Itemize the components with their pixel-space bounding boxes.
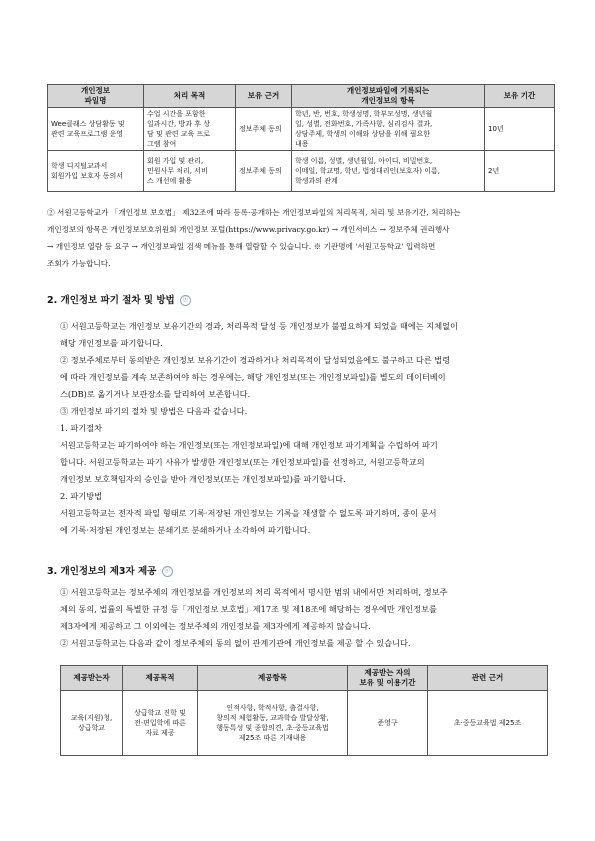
text-line: ① 서원고등학교는 정보주체의 개인정보를 개인정보의 처리 목적에서 명시한 범위 내에서만 처리하며, 정보주 — [60, 587, 448, 597]
text-line: ② 서원고등학교는 다음과 같이 정보주체의 동의 없이 관계기관에 개인정보를 제공 할 수 있습니다. — [60, 638, 411, 648]
table-row — [61, 691, 548, 756]
table-header-row — [48, 85, 555, 108]
table-header-row — [61, 666, 548, 691]
table-cell: 정보주체 동의 — [236, 108, 292, 151]
header-cell: 제공받는자 — [61, 666, 123, 691]
text-line: 개인정보의 항목은 개인정보보호위원회 개인정보 포털(https://www.privacy.go.kr) → 개인서비스 → 정보주체 권리행사 — [47, 225, 450, 234]
text-line: → 개인정보 열람 등 요구 → 개인정보파일 검색 메뉴를 통해 열람할 수 있습니다. ※ 기관명에 '서원고등학교' 입력하면 — [47, 242, 436, 251]
header-cell: 제공받는 자의 보유 및 이용기간 — [348, 666, 428, 691]
header-cell: 개인정보파일에 기록되는 개인정보의 항목 — [292, 85, 485, 108]
info-badge-icon: ⓡ — [180, 295, 191, 306]
section-3-body — [60, 584, 447, 652]
header-cell: 제공목적 — [123, 666, 198, 691]
table-cell: Wee클래스 상담활동 및 관련 교육프로그램 운영 — [48, 108, 144, 151]
table-cell: 초·중등교육법 제25조 — [428, 691, 548, 756]
header-cell: 개인정보 파일명 — [48, 85, 144, 108]
text-line: 제3자에게 제공하고 그 이외에는 정보주체의 개인정보를 제3자에게 제공하지 않습니다. — [60, 621, 371, 631]
section-title: 3. 개인정보의 제3자 제공 — [47, 566, 157, 577]
text-line: 1. 파기절차 — [60, 423, 103, 433]
section-3-heading — [47, 563, 173, 577]
info-badge-icon: ⓢ — [162, 566, 173, 577]
text-line: 서원고등학교는 파기하여야 하는 개인정보(또는 개인정보파일)에 대해 개인정보 파기계획을 수립하여 파기 — [60, 440, 438, 450]
table-cell: 회원 가입 및 관리, 민원사무 처리, 서비 스 개선에 활용 — [144, 151, 236, 192]
text-line: 해당 개인정보를 파기합니다. — [60, 338, 163, 348]
table-cell: 학년, 반, 번호, 학생성명, 학부모성명, 생년월 일, 성별, 전화번호, 가족사항, 심리검사 결과, 상담주제, 학생의 이해와 상담을 위해 필요한 내용 — [292, 108, 485, 151]
table-cell: 상급학교 진학 및 전·편입학에 따른 자료 제공 — [123, 691, 198, 756]
privacy-file-table — [47, 84, 555, 192]
header-cell: 제공항목 — [198, 666, 348, 691]
text-line: ② 정보주체로부터 동의받은 개인정보 보유기간이 경과하거나 처리목적이 달성되었음에도 불구하고 다른 법령 — [60, 355, 451, 365]
table-row — [48, 151, 555, 192]
section-2-body — [60, 318, 458, 539]
header-cell: 보유 기간 — [485, 85, 555, 108]
text-line: 에 기록·저장된 개인정보는 분쇄기로 분쇄하거나 소각하여 파기합니다. — [60, 525, 311, 535]
text-line: 에 따라 개인정보를 계속 보존하여야 하는 경우에는, 해당 개인정보(또는 개인정보파일)를 별도의 데이터베이 — [60, 372, 446, 382]
text-line: 합니다. 서원고등학교는 파기 사유가 발생한 개인정보(또는 개인정보파일)를 선정하고, 서원고등학교의 — [60, 457, 425, 467]
header-cell: 관련 근거 — [428, 666, 548, 691]
table-cell: 교육(지원)청, 상급학교 — [61, 691, 123, 756]
text-line: 서원고등학교는 전자적 파일 형태로 기록·저장된 개인정보는 기록을 재생할 수 없도록 파기하며, 종이 문서 — [60, 508, 437, 518]
table-cell: 학생 이름, 성별, 생년월일, 아이디, 비밀번호, 이메일, 학교명, 학년, 법정대리인(보호자) 이름, 학생과의 관계 — [292, 151, 485, 192]
table-cell: 준영구 — [348, 691, 428, 756]
text-line: 조회가 가능합니다. — [47, 259, 111, 268]
text-line: ② 서원고등학교가 「개인정보 보호법」 제32조에 따라 등록·공개하는 개인정보파일의 처리목적, 처리 및 보유기간, 처리하는 — [47, 208, 461, 217]
header-cell: 보유 근거 — [236, 85, 292, 108]
text-line: 스(DB)로 옮기거나 보관장소를 달리하여 보존합니다. — [60, 389, 251, 399]
section-title: 2. 개인정보 파기 절차 및 방법 — [47, 295, 175, 306]
text-line: 2. 파기방법 — [60, 491, 103, 501]
table-cell: 10년 — [485, 108, 555, 151]
text-line: 체의 동의, 법률의 특별한 규정 등「개인정보 보호법」제17조 및 제18조에 해당하는 경우에만 개인정보를 — [60, 604, 437, 614]
table-cell: 2년 — [485, 151, 555, 192]
table-cell: 인적사항, 학적사항, 출결사항, 창의적 체험활동, 교과학습 발달상황, 행동특성 및 종합의견, 초·중등교육법 제25조 따른 기재내용 — [198, 691, 348, 756]
section-2-heading — [47, 292, 191, 306]
table-cell: 학생 디지털교과서 회원가입 보호자 동의서 — [48, 151, 144, 192]
paragraph-privacy-portal — [47, 204, 460, 272]
table-cell: 수업 시간을 포함한 일과시간, 방과 후 상 담 및 관련 교육 프로 그램 참여 — [144, 108, 236, 151]
text-line: 개인정보 보호책임자의 승인을 받아 개인정보(또는 개인정보파일)를 파기합니다. — [60, 474, 346, 484]
table-row — [48, 108, 555, 151]
third-party-table — [60, 665, 548, 756]
text-line: ① 서원고등학교는 개인정보 보유기간의 경과, 처리목적 달성 등 개인정보가 불필요하게 되었을 때에는 지체없이 — [60, 321, 458, 331]
header-cell: 처리 목적 — [144, 85, 236, 108]
text-line: ③ 개인정보 파기의 절차 및 방법은 다음과 같습니다. — [60, 406, 248, 416]
table-cell: 정보주체 동의 — [236, 151, 292, 192]
